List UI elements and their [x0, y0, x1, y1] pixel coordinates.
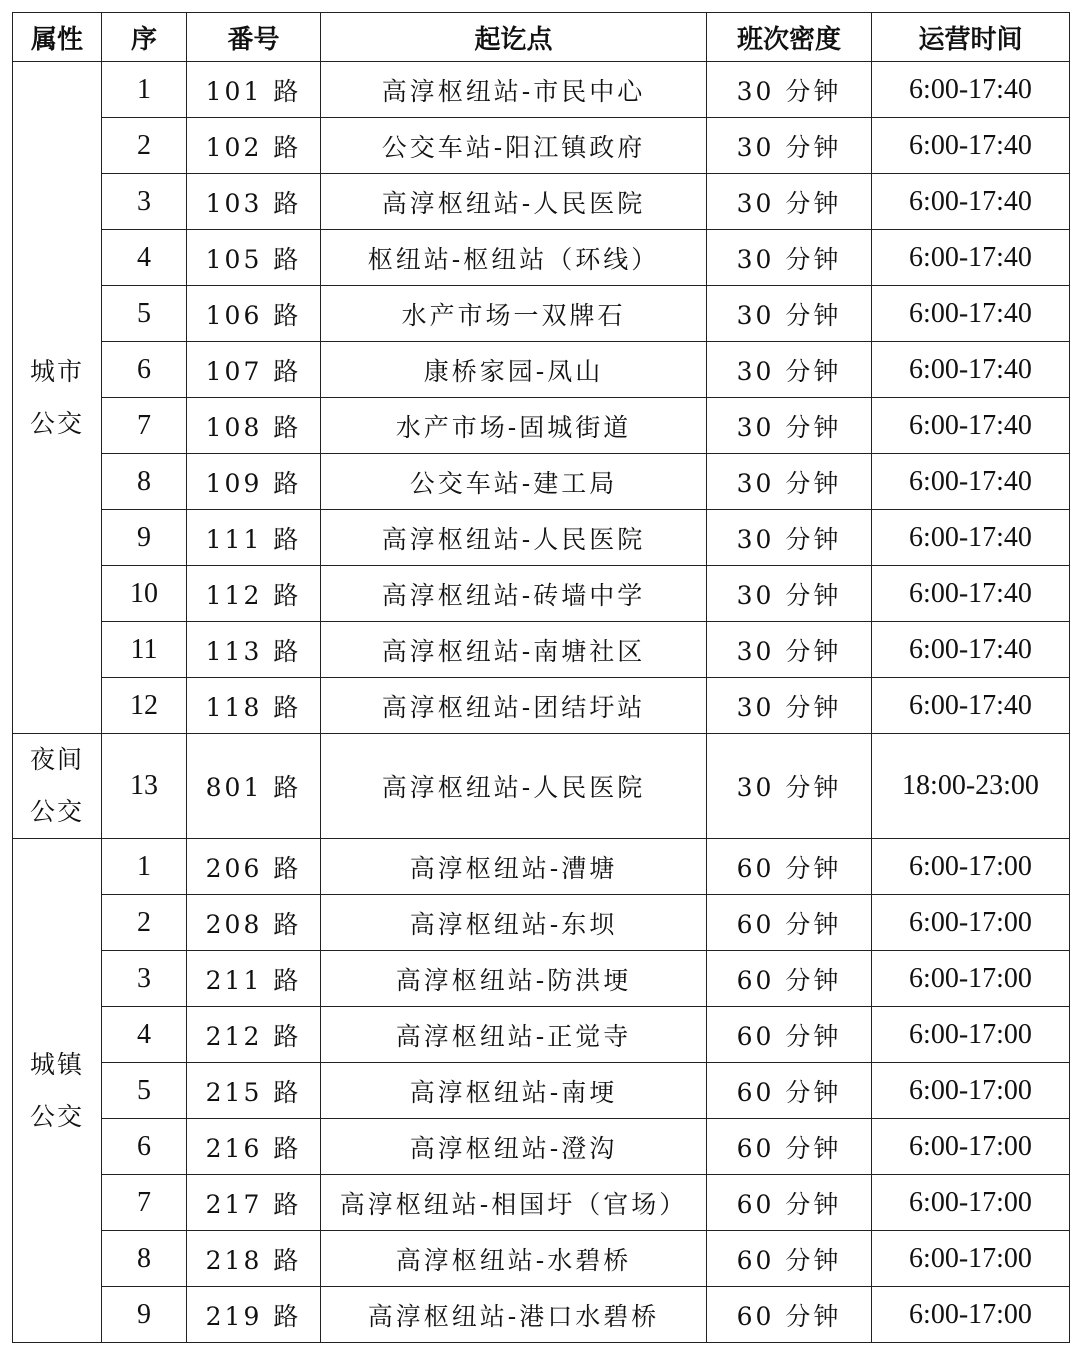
- seq-cell: 5: [102, 286, 187, 342]
- attr-cell: [13, 839, 102, 1343]
- table-row: [13, 734, 1070, 839]
- frequency-cell: 60 分钟: [707, 1119, 872, 1175]
- route-number-cell: 206 路: [187, 839, 321, 895]
- attr-cell: [13, 62, 102, 734]
- seq-cell: 1: [102, 62, 187, 118]
- seq-cell: 11: [102, 622, 187, 678]
- frequency-cell: 30 分钟: [707, 454, 872, 510]
- endpoints-cell: 水产市场-固城街道: [321, 398, 707, 454]
- hours-cell: 6:00-17:00: [872, 1063, 1070, 1119]
- frequency-cell: 30 分钟: [707, 174, 872, 230]
- frequency-cell: 60 分钟: [707, 839, 872, 895]
- route-number-cell: 107 路: [187, 342, 321, 398]
- hours-cell: 6:00-17:40: [872, 118, 1070, 174]
- table-row: [13, 566, 1070, 622]
- header-attr: 属性: [13, 13, 102, 62]
- table-body: [13, 62, 1070, 1343]
- hours-cell: 6:00-17:40: [872, 510, 1070, 566]
- endpoints-cell: 高淳枢纽站-南埂: [321, 1063, 707, 1119]
- table-row: [13, 398, 1070, 454]
- frequency-cell: 60 分钟: [707, 1175, 872, 1231]
- route-number-cell: 102 路: [187, 118, 321, 174]
- table-row: [13, 622, 1070, 678]
- header-hours: 运营时间: [872, 13, 1070, 62]
- seq-cell: 6: [102, 342, 187, 398]
- endpoints-cell: 高淳枢纽站-砖墙中学: [321, 566, 707, 622]
- hours-cell: 6:00-17:00: [872, 1119, 1070, 1175]
- header-number: 番号: [187, 13, 321, 62]
- endpoints-cell: 高淳枢纽站-正觉寺: [321, 1007, 707, 1063]
- attr-label-line1: 夜间: [29, 745, 84, 774]
- frequency-cell: 30 分钟: [707, 342, 872, 398]
- endpoints-cell: 高淳枢纽站-南塘社区: [321, 622, 707, 678]
- route-number-cell: 216 路: [187, 1119, 321, 1175]
- endpoints-cell: 高淳枢纽站-漕塘: [321, 839, 707, 895]
- seq-cell: 9: [102, 510, 187, 566]
- table-row: [13, 839, 1070, 895]
- endpoints-cell: 公交车站-阳江镇政府: [321, 118, 707, 174]
- frequency-cell: 30 分钟: [707, 566, 872, 622]
- frequency-cell: 30 分钟: [707, 678, 872, 734]
- table-row: [13, 510, 1070, 566]
- route-number-cell: 109 路: [187, 454, 321, 510]
- seq-cell: 5: [102, 1063, 187, 1119]
- hours-cell: 6:00-17:00: [872, 1175, 1070, 1231]
- bus-route-table: [12, 12, 1070, 1343]
- seq-cell: 12: [102, 678, 187, 734]
- seq-cell: 3: [102, 174, 187, 230]
- route-number-cell: 118 路: [187, 678, 321, 734]
- route-number-cell: 218 路: [187, 1231, 321, 1287]
- hours-cell: 6:00-17:40: [872, 230, 1070, 286]
- table-row: [13, 62, 1070, 118]
- hours-cell: 6:00-17:00: [872, 1287, 1070, 1343]
- frequency-cell: 30 分钟: [707, 734, 872, 839]
- table-row: [13, 174, 1070, 230]
- table-row: [13, 230, 1070, 286]
- header-endpoints: 起讫点: [321, 13, 707, 62]
- header-frequency: 班次密度: [707, 13, 872, 62]
- endpoints-cell: 高淳枢纽站-防洪埂: [321, 951, 707, 1007]
- table-row: [13, 1231, 1070, 1287]
- seq-cell: 8: [102, 1231, 187, 1287]
- frequency-cell: 60 分钟: [707, 951, 872, 1007]
- route-number-cell: 112 路: [187, 566, 321, 622]
- route-number-cell: 101 路: [187, 62, 321, 118]
- attr-label-line2: 公交: [29, 408, 84, 438]
- endpoints-cell: 水产市场一双牌石: [321, 286, 707, 342]
- hours-cell: 6:00-17:40: [872, 454, 1070, 510]
- hours-cell: 6:00-17:40: [872, 174, 1070, 230]
- seq-cell: 4: [102, 230, 187, 286]
- seq-cell: 4: [102, 1007, 187, 1063]
- header-seq: 序: [102, 13, 187, 62]
- table-row: [13, 1287, 1070, 1343]
- seq-cell: 8: [102, 454, 187, 510]
- frequency-cell: 30 分钟: [707, 398, 872, 454]
- hours-cell: 6:00-17:00: [872, 895, 1070, 951]
- frequency-cell: 30 分钟: [707, 118, 872, 174]
- route-number-cell: 212 路: [187, 1007, 321, 1063]
- hours-cell: 6:00-17:40: [872, 566, 1070, 622]
- route-number-cell: 219 路: [187, 1287, 321, 1343]
- attr-label-line2: 公交: [29, 1101, 84, 1131]
- endpoints-cell: 康桥家园-凤山: [321, 342, 707, 398]
- route-number-cell: 801 路: [187, 734, 321, 839]
- route-number-cell: 106 路: [187, 286, 321, 342]
- hours-cell: 6:00-17:40: [872, 622, 1070, 678]
- endpoints-cell: 高淳枢纽站-人民医院: [321, 734, 707, 839]
- route-number-cell: 211 路: [187, 951, 321, 1007]
- route-number-cell: 103 路: [187, 174, 321, 230]
- endpoints-cell: 高淳枢纽站-人民医院: [321, 510, 707, 566]
- seq-cell: 1: [102, 839, 187, 895]
- endpoints-cell: 枢纽站-枢纽站（环线）: [321, 230, 707, 286]
- table-row: [13, 342, 1070, 398]
- route-number-cell: 105 路: [187, 230, 321, 286]
- attr-label-line1: 城镇: [29, 1049, 84, 1079]
- endpoints-cell: 高淳枢纽站-港口水碧桥: [321, 1287, 707, 1343]
- endpoints-cell: 高淳枢纽站-澄沟: [321, 1119, 707, 1175]
- endpoints-cell: 公交车站-建工局: [321, 454, 707, 510]
- table-row: [13, 1119, 1070, 1175]
- hours-cell: 6:00-17:00: [872, 1007, 1070, 1063]
- frequency-cell: 60 分钟: [707, 1231, 872, 1287]
- endpoints-cell: 高淳枢纽站-东坝: [321, 895, 707, 951]
- frequency-cell: 30 分钟: [707, 230, 872, 286]
- table-row: [13, 1007, 1070, 1063]
- frequency-cell: 60 分钟: [707, 1287, 872, 1343]
- endpoints-cell: 高淳枢纽站-相国圩（官场）: [321, 1175, 707, 1231]
- route-number-cell: 113 路: [187, 622, 321, 678]
- seq-cell: 7: [102, 1175, 187, 1231]
- seq-cell: 3: [102, 951, 187, 1007]
- table-row: [13, 1063, 1070, 1119]
- hours-cell: 6:00-17:00: [872, 1231, 1070, 1287]
- attr-label-line1: 城市: [29, 356, 84, 386]
- hours-cell: 6:00-17:00: [872, 839, 1070, 895]
- hours-cell: 6:00-17:40: [872, 286, 1070, 342]
- table-row: [13, 118, 1070, 174]
- route-number-cell: 215 路: [187, 1063, 321, 1119]
- frequency-cell: 30 分钟: [707, 510, 872, 566]
- hours-cell: 6:00-17:40: [872, 342, 1070, 398]
- table-row: [13, 1175, 1070, 1231]
- route-number-cell: 217 路: [187, 1175, 321, 1231]
- attr-cell: [13, 734, 102, 839]
- seq-cell: 13: [102, 734, 187, 839]
- table-row: [13, 895, 1070, 951]
- endpoints-cell: 高淳枢纽站-人民医院: [321, 174, 707, 230]
- seq-cell: 6: [102, 1119, 187, 1175]
- seq-cell: 2: [102, 118, 187, 174]
- table-row: [13, 454, 1070, 510]
- hours-cell: 6:00-17:00: [872, 951, 1070, 1007]
- hours-cell: 6:00-17:40: [872, 398, 1070, 454]
- endpoints-cell: 高淳枢纽站-市民中心: [321, 62, 707, 118]
- hours-cell: 6:00-17:40: [872, 62, 1070, 118]
- seq-cell: 10: [102, 566, 187, 622]
- route-number-cell: 108 路: [187, 398, 321, 454]
- table-row: [13, 678, 1070, 734]
- table-row: [13, 286, 1070, 342]
- seq-cell: 9: [102, 1287, 187, 1343]
- attr-label-line2: 公交: [29, 797, 84, 826]
- frequency-cell: 30 分钟: [707, 286, 872, 342]
- endpoints-cell: 高淳枢纽站-水碧桥: [321, 1231, 707, 1287]
- frequency-cell: 60 分钟: [707, 1063, 872, 1119]
- header-row: [13, 13, 1070, 62]
- seq-cell: 2: [102, 895, 187, 951]
- table-row: [13, 951, 1070, 1007]
- endpoints-cell: 高淳枢纽站-团结圩站: [321, 678, 707, 734]
- hours-cell: 6:00-17:40: [872, 678, 1070, 734]
- seq-cell: 7: [102, 398, 187, 454]
- route-number-cell: 111 路: [187, 510, 321, 566]
- frequency-cell: 30 分钟: [707, 622, 872, 678]
- hours-cell: 18:00-23:00: [872, 734, 1070, 839]
- route-number-cell: 208 路: [187, 895, 321, 951]
- frequency-cell: 30 分钟: [707, 62, 872, 118]
- frequency-cell: 60 分钟: [707, 895, 872, 951]
- frequency-cell: 60 分钟: [707, 1007, 872, 1063]
